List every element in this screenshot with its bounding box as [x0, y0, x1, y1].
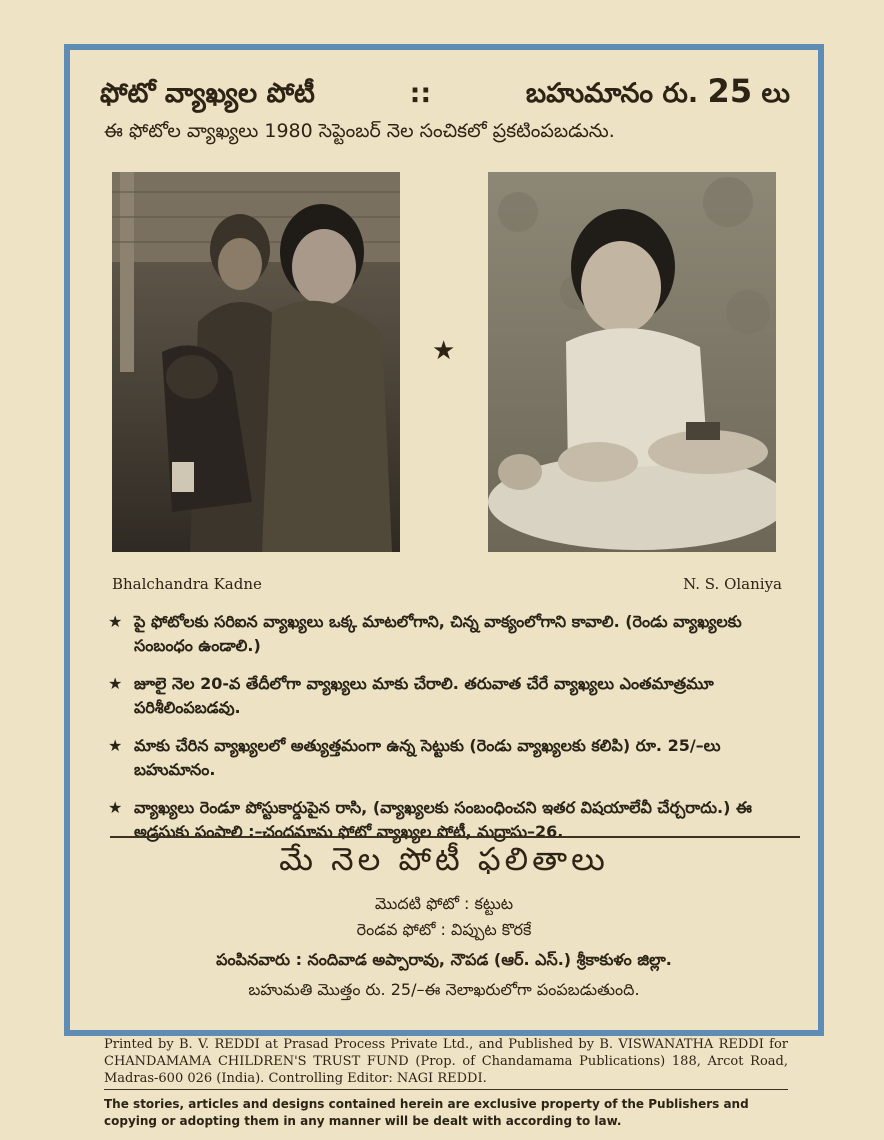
result-first-photo: మొదటి ఫోటో : కట్టుట [374, 894, 514, 913]
rule-text: జూలై నెల 20-వ తేదీలోగా వ్యాఖ్యలు మాకు చేరాలి. తరువాత చేరే వ్యాఖ్యలు ఎంతమాత్రమూ పరిశీలింపబడవు. [134, 674, 714, 717]
result-second-photo: రెండవ ఫోటో : విప్పుట కొరకే [356, 920, 532, 939]
contest-rules [108, 610, 798, 858]
result-sender: పంపినవారు : నందివాడ అప్పారావు, నౌపడ (ఆర్. ఎస్.) శ్రీకాకుళం జిల్లా. [216, 950, 672, 969]
rule-text: వ్యాఖ్యలు రెండూ పోస్టుకార్డుపైన రాసి, (వ్యాఖ్యలకు సంబంధించని ఇతర విషయాలేవీ చేర్చరాదు.) ఈ అడ్రసుకు పంపాలి :–చందమామ ఫోటో వ్యాఖ్యల పోటీ, మద్రాసు–26. [134, 798, 752, 841]
rule-item [108, 610, 798, 658]
contest-subtitle: ఈ ఫోటోల వ్యాఖ్యలు 1980 సెప్టెంబర్ నెల సంచికలో ప్రకటింపబడును. [104, 120, 615, 142]
photo-baby-image [488, 172, 776, 552]
header-separator: :: [409, 78, 432, 109]
rule-text: మాకు చేరిన వ్యాఖ్యలలో అత్యుత్తమంగా ఉన్న సెట్టుకు (రెండు వ్యాఖ్యలకు కలిపి) రూ. 25/–లు బహుమానం. [134, 736, 721, 779]
star-icon: ★ [432, 336, 456, 366]
contest-frame [64, 44, 824, 1036]
photo-baby [488, 172, 776, 552]
prize-label: బహుమానం రు. [525, 78, 699, 109]
section-divider [110, 836, 800, 838]
contest-header [100, 72, 790, 116]
star-bullet-icon: ★ [108, 798, 123, 817]
star-bullet-icon: ★ [108, 736, 123, 755]
results-title: మే నెల పోటీ ఫలితాలు [279, 840, 609, 878]
publisher-imprint: Printed by B. V. REDDI at Prasad Process Private Ltd., and Published by B. VISWANATHA REDDI for CHANDAMAMA CHILDREN'S TRUST FUND (Prop. of Chandamama Publications) 188, Arcot Road, Madras-600 026 (India). Controlling Editor: NAGI REDDI. [104, 1037, 788, 1086]
result-prize-note: బహుమతి మొత్తం రు. 25/–ఈ నెలాఖరులోగా పంపబడుతుంది. [248, 980, 640, 999]
rule-item [108, 672, 798, 720]
photo-children [112, 172, 400, 552]
prize-suffix: లు [761, 78, 790, 109]
rule-text: పై ఫోటోలకు సరిఐన వ్యాఖ్యలు ఒక్క మాటలోగాని, చిన్న వాక్యంలోగాని కావాలి. (రెండు వ్యాఖ్యలకు సంబంధం ఉండాలి.) [134, 612, 742, 655]
star-bullet-icon: ★ [108, 612, 123, 631]
photo-children-image [112, 172, 400, 552]
photo-credit-left: Bhalchandra Kadne [112, 575, 262, 593]
prize-amount: 25 [707, 72, 753, 110]
star-bullet-icon: ★ [108, 674, 123, 693]
photo-credit-right: N. S. Olaniya [683, 575, 782, 593]
contest-title: ఫోటో వ్యాఖ్యల పోటీ [100, 78, 315, 109]
copyright-notice: The stories, articles and designs contained herein are exclusive property of the Publishers and copying or adopting them in any manner will be dealt with according to law. [104, 1097, 749, 1128]
rule-item [108, 734, 798, 782]
footer-divider [104, 1089, 788, 1090]
prize-heading [526, 72, 790, 116]
